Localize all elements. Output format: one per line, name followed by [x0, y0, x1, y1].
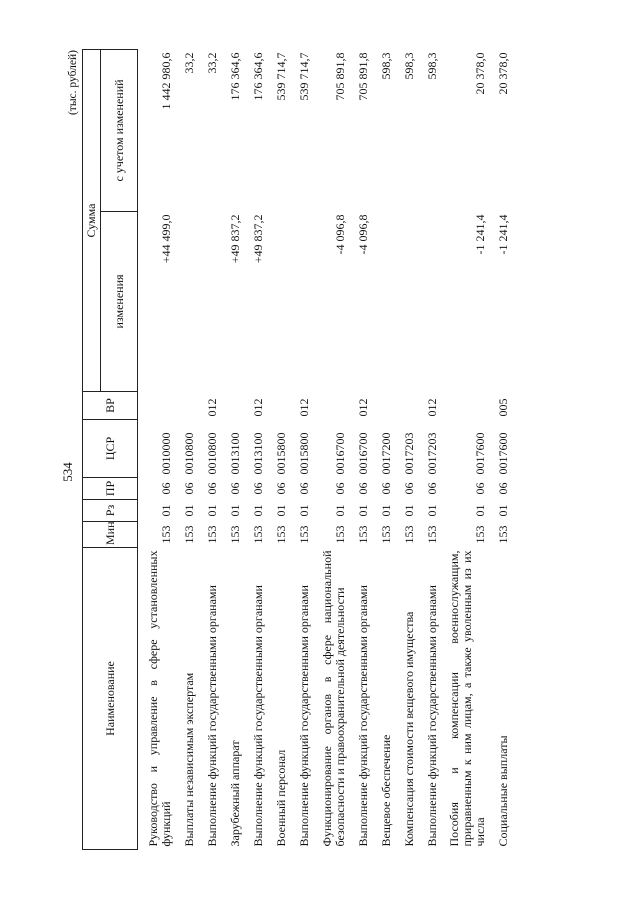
row-vr [370, 392, 393, 420]
row-csr: 0010800 [204, 432, 219, 475]
row-pr: 06 [424, 482, 439, 495]
row-total: 20 378,0 [495, 52, 510, 95]
table-row [196, 49, 219, 849]
row-vr [265, 392, 288, 420]
header-csr: ЦСР [83, 420, 138, 478]
row-min: 153 [472, 525, 487, 544]
row-total: 33,2 [181, 52, 196, 74]
table-row [311, 49, 347, 849]
row-change: -1 241,4 [495, 214, 510, 255]
table-row [347, 49, 370, 849]
row-pr: 06 [158, 482, 173, 495]
table-row [393, 49, 416, 849]
row-vr: 012 [296, 398, 311, 417]
row-total: 176 364,6 [227, 52, 242, 101]
row-min: 153 [401, 525, 416, 544]
rotated-content [60, 50, 620, 850]
row-min: 153 [181, 525, 196, 544]
row-vr [393, 392, 416, 420]
row-name: Выполнение функций государственными органами [355, 585, 370, 847]
row-csr: 0015800 [296, 432, 311, 475]
row-vr: 012 [355, 398, 370, 417]
row-name: Выполнение функций государственными органами [250, 585, 265, 847]
row-pr: 06 [472, 482, 487, 495]
row-change [416, 212, 439, 392]
row-rz: 01 [355, 504, 370, 517]
header-pr: ПР [83, 478, 138, 500]
row-total: 705 891,8 [332, 52, 347, 101]
table-row [242, 49, 265, 849]
row-name: Выполнение функций государственными органами [424, 585, 439, 847]
row-total: 598,3 [378, 52, 393, 80]
table-body [138, 49, 510, 849]
row-csr: 0016700 [332, 432, 347, 475]
table-row [173, 49, 196, 849]
row-min: 153 [296, 525, 311, 544]
row-vr: 012 [424, 398, 439, 417]
row-name: Военный персонал [273, 749, 288, 847]
row-pr: 06 [378, 482, 393, 495]
row-min: 153 [273, 525, 288, 544]
row-csr: 0017200 [378, 432, 393, 475]
row-change: +44 499,0 [158, 214, 173, 264]
row-name: Руководство и управление в сфере установленных функций [145, 550, 173, 847]
row-vr [439, 392, 487, 420]
units-label: (тыс. рублей) [67, 50, 79, 116]
header-vr: ВР [83, 392, 138, 420]
row-change [196, 212, 219, 392]
row-pr: 06 [296, 482, 311, 495]
row-rz: 01 [250, 504, 265, 517]
row-name: Пособия и компенсации военнослужащим, приравненным к ним лицам, а также уволенным из их числа [446, 550, 487, 847]
row-pr: 06 [181, 482, 196, 495]
row-min: 153 [424, 525, 439, 544]
row-vr: 012 [204, 398, 219, 417]
table-row [487, 49, 510, 849]
row-name: Компенсация стоимости вещевого имущества [401, 611, 416, 847]
row-min: 153 [332, 525, 347, 544]
row-csr: 0016700 [355, 432, 370, 475]
row-rz: 01 [332, 504, 347, 517]
row-vr [311, 392, 347, 420]
header-min: Мин [83, 522, 138, 548]
row-min: 153 [495, 525, 510, 544]
row-name: Выполнение функций государственными органами [204, 585, 219, 847]
row-name: Выплаты независимым экспертам [181, 672, 196, 847]
row-csr: 0013100 [250, 432, 265, 475]
row-change [288, 212, 311, 392]
row-total: 539 714,7 [273, 52, 288, 101]
table-row [219, 49, 242, 849]
row-rz: 01 [424, 504, 439, 517]
row-rz: 01 [378, 504, 393, 517]
row-pr: 06 [332, 482, 347, 495]
header-name: Наименование [83, 548, 138, 850]
row-vr [219, 392, 242, 420]
row-change [265, 212, 288, 392]
row-total: 539 714,7 [296, 52, 311, 101]
row-name: Вещевое обеспечение [378, 734, 393, 847]
row-total: 705 891,8 [355, 52, 370, 101]
header-sum: Сумма [83, 49, 101, 391]
row-csr: 0017600 [472, 432, 487, 475]
header-change: изменения [101, 212, 138, 392]
row-change [370, 212, 393, 392]
row-rz: 01 [227, 504, 242, 517]
row-csr: 0010000 [158, 432, 173, 475]
row-pr: 06 [273, 482, 288, 495]
row-csr: 0010800 [181, 432, 196, 475]
row-min: 153 [158, 525, 173, 544]
row-name: Зарубежный аппарат [227, 740, 242, 847]
table-row [265, 49, 288, 849]
page-number: 534 [60, 462, 75, 482]
row-change: +49 837,2 [250, 214, 265, 264]
row-change: -4 096,8 [355, 214, 370, 255]
row-csr: 0017203 [424, 432, 439, 475]
budget-table [82, 49, 510, 850]
row-vr [138, 392, 173, 420]
row-vr: 005 [495, 398, 510, 417]
row-name: Выполнение функций государственными органами [296, 585, 311, 847]
header-rz: Рз [83, 500, 138, 522]
table-header [83, 49, 138, 849]
row-csr: 0013100 [227, 432, 242, 475]
row-min: 153 [355, 525, 370, 544]
row-total: 1 442 980,6 [158, 52, 173, 110]
table-row [288, 49, 311, 849]
row-total: 33,2 [204, 52, 219, 74]
row-vr: 012 [250, 398, 265, 417]
row-pr: 06 [401, 482, 416, 495]
row-rz: 01 [401, 504, 416, 517]
row-rz: 01 [273, 504, 288, 517]
row-total: 176 364,6 [250, 52, 265, 101]
table-row [370, 49, 393, 849]
row-rz: 01 [495, 504, 510, 517]
row-rz: 01 [204, 504, 219, 517]
row-csr: 0017203 [401, 432, 416, 475]
row-rz: 01 [158, 504, 173, 517]
row-change: +49 837,2 [227, 214, 242, 264]
row-csr: 0015800 [273, 432, 288, 475]
row-change: -1 241,4 [472, 214, 487, 255]
row-change: -4 096,8 [332, 214, 347, 255]
header-with-change: с учетом изменений [101, 49, 138, 211]
row-change [173, 212, 196, 392]
row-pr: 06 [495, 482, 510, 495]
row-name: Функционирование органов в сфере национальной безопасности и правоохранительной деятельности [319, 550, 347, 847]
row-change [393, 212, 416, 392]
row-total: 598,3 [424, 52, 439, 80]
row-rz: 01 [472, 504, 487, 517]
row-min: 153 [378, 525, 393, 544]
row-pr: 06 [204, 482, 219, 495]
row-rz: 01 [181, 504, 196, 517]
row-min: 153 [227, 525, 242, 544]
table-row [138, 49, 173, 849]
row-name: Социальные выплаты [495, 735, 510, 847]
table-row [416, 49, 439, 849]
row-total: 598,3 [401, 52, 416, 80]
row-pr: 06 [355, 482, 370, 495]
row-rz: 01 [296, 504, 311, 517]
row-vr [173, 392, 196, 420]
table-row [439, 49, 487, 849]
row-min: 153 [250, 525, 265, 544]
row-min: 153 [204, 525, 219, 544]
row-csr: 0017600 [495, 432, 510, 475]
row-pr: 06 [227, 482, 242, 495]
row-total: 20 378,0 [472, 52, 487, 95]
row-pr: 06 [250, 482, 265, 495]
